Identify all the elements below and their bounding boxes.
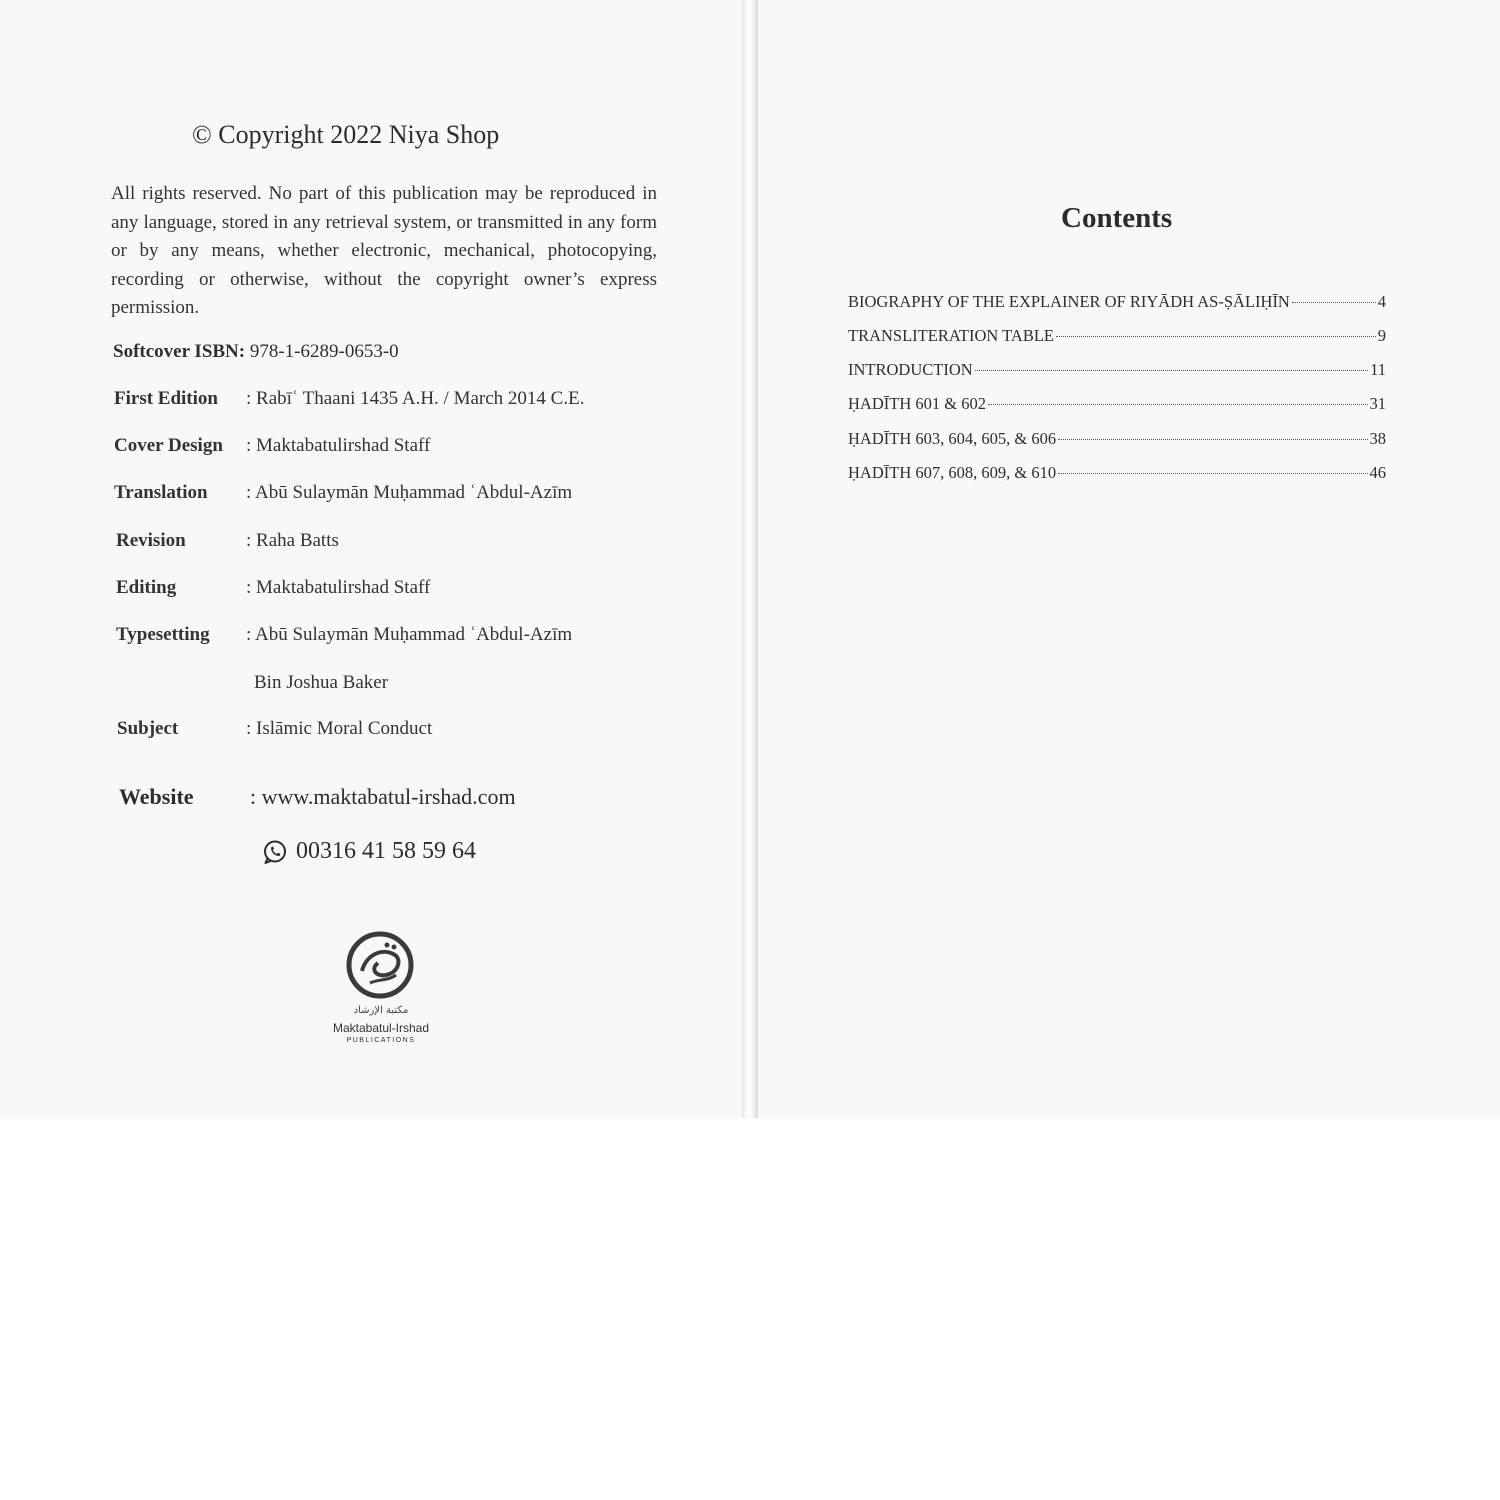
meta-value: : Abū Sulaymān Muḥammad ʿAbdul-Azīm [246, 482, 573, 503]
toc-entry[interactable] [848, 394, 1386, 422]
toc-entry-title: ḤADĪTH 601 & 602 [848, 394, 986, 413]
toc-entry[interactable] [848, 360, 1386, 388]
toc-entry-title: INTRODUCTION [848, 360, 973, 379]
meta-label: Typesetting [116, 624, 210, 645]
toc-entry-title: BIOGRAPHY OF THE EXPLAINER OF RIYĀDH AS-ṢĀLIḤĪN [848, 292, 1290, 311]
phone-line [262, 838, 476, 865]
toc-leader-dots [1058, 473, 1367, 474]
meta-value: : Abū Sulaymān Muḥammad ʿAbdul-Azīm [246, 624, 573, 645]
meta-value: : Islāmic Moral Conduct [246, 718, 433, 739]
logo-arabic-text: مكتبة الإرشاد [353, 1005, 409, 1016]
toc-leader-dots [988, 404, 1368, 405]
copyright-notice: © Copyright 2022 Niya Shop [192, 120, 500, 149]
toc-entry-title: TRANSLITERATION TABLE [848, 326, 1054, 345]
toc-entry[interactable] [848, 326, 1386, 354]
isbn-value: 978-1-6289-0653-0 [249, 341, 399, 362]
logo-name: Maktabatul-Irshad [332, 1021, 430, 1035]
toc-entry[interactable] [848, 463, 1386, 491]
meta-value: : Maktabatulirshad Staff [246, 435, 431, 456]
toc-leader-dots [1056, 336, 1376, 337]
toc-entry-page: 4 [1377, 292, 1386, 311]
website-label: Website [119, 784, 194, 809]
isbn-line [113, 341, 399, 363]
toc-entry[interactable] [848, 429, 1386, 457]
meta-value: : Rabīʿ Thaani 1435 A.H. / March 2014 C.E. [246, 388, 585, 409]
toc-entry-page: 31 [1369, 394, 1386, 413]
copyright-page [0, 0, 742, 1118]
book-gutter [742, 0, 758, 1118]
publisher-logo [318, 925, 444, 1055]
isbn-label: Softcover ISBN: [113, 341, 246, 362]
meta-label: Translation [114, 482, 208, 503]
meta-value: : Raha Batts [246, 530, 339, 551]
calligraphy-logo-icon [340, 925, 420, 1005]
toc-leader-dots [975, 370, 1368, 371]
meta-label: Revision [116, 530, 186, 551]
toc-entry[interactable] [848, 292, 1386, 320]
toc-leader-dots [1292, 302, 1376, 303]
toc-entry-page: 46 [1369, 463, 1386, 482]
toc-leader-dots [1058, 439, 1367, 440]
meta-label: Editing [116, 577, 177, 598]
toc-entry-title: ḤADĪTH 607, 608, 609, & 610 [848, 463, 1057, 482]
contents-title: Contents [1061, 202, 1173, 234]
contents-page [758, 0, 1500, 1118]
meta-label: First Edition [114, 388, 218, 409]
phone-number: 00316 41 58 59 64 [296, 838, 476, 864]
toc-entry-page: 11 [1370, 360, 1386, 379]
toc-entry-page: 9 [1377, 326, 1386, 345]
typesetting-extra: Bin Joshua Baker [254, 672, 389, 693]
meta-label: Cover Design [114, 435, 223, 456]
rights-statement: All rights reserved. No part of this publication may be reproduced in any language, stored in any retrieval system, or transmitted in any form or by any means, whether electronic, mechanical, photocopying, recording or otherwise, without the copyright owner’s express permission. [111, 183, 657, 318]
whatsapp-icon [262, 839, 288, 865]
logo-subtitle: PUBLICATIONS [346, 1037, 416, 1044]
meta-value: : Maktabatulirshad Staff [246, 577, 431, 598]
toc-entry-page: 38 [1369, 429, 1386, 448]
meta-label: Subject [117, 718, 179, 739]
toc-entry-title: ḤADĪTH 603, 604, 605, & 606 [848, 429, 1057, 448]
website-value: : www.maktabatul-irshad.com [250, 784, 516, 809]
